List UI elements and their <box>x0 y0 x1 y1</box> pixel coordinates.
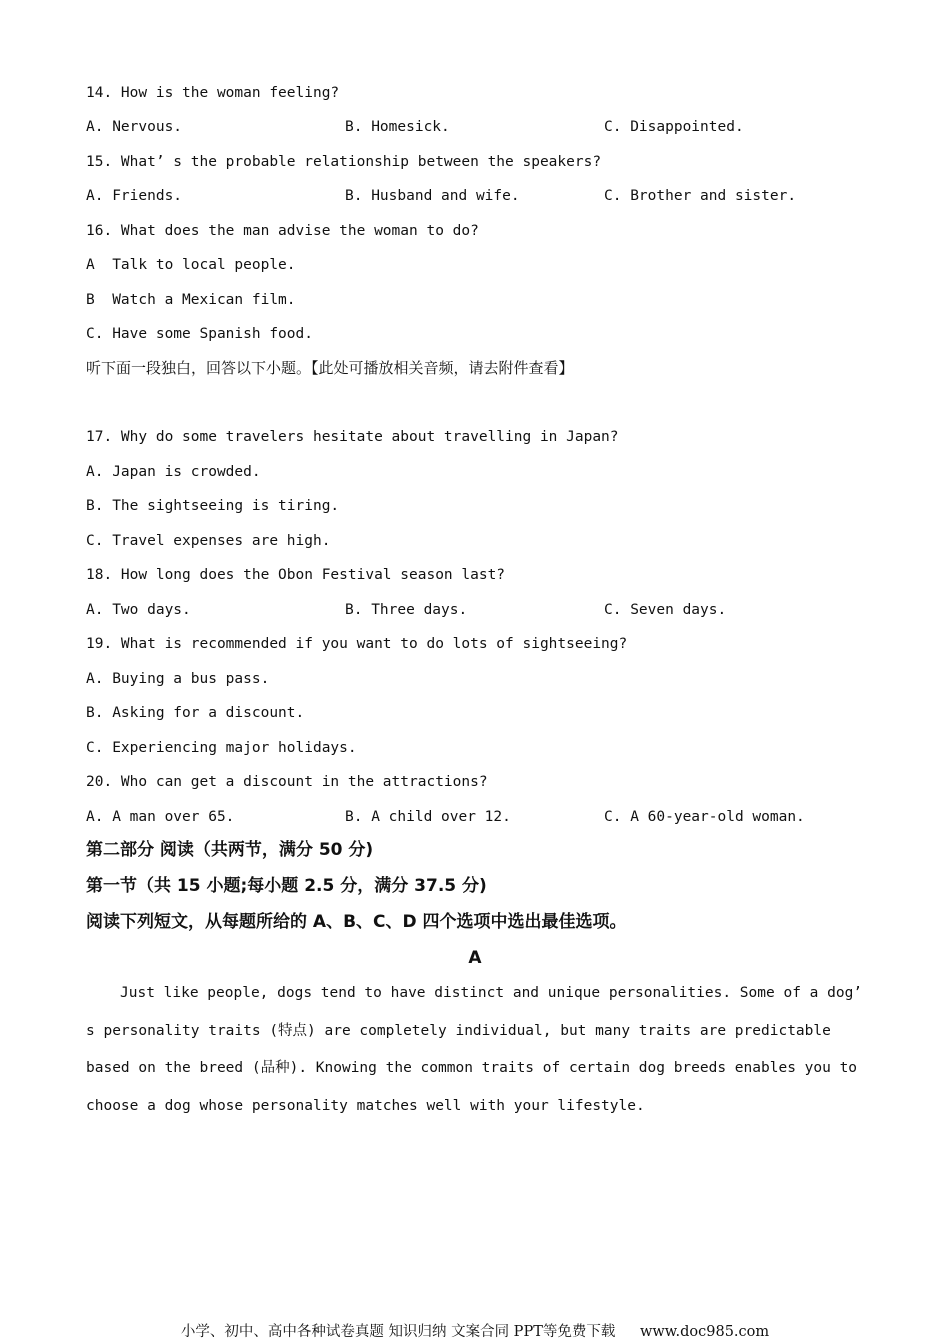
question-17-option-a: A. Japan is crowded. <box>86 464 261 480</box>
question-20-option-a: A. A man over 65. <box>86 809 235 825</box>
question-19-option-c: C. Experiencing major holidays. <box>86 740 357 756</box>
question-17-option-c: C. Travel expenses are high. <box>86 533 331 549</box>
question-20-option-c: C. A 60-year-old woman. <box>604 809 805 825</box>
footer-text: 小学、初中、高中各种试卷真题 知识归纳 文案合同 PPT等免费下载 <box>180 1324 616 1340</box>
question-19-option-a: A. Buying a bus pass. <box>86 671 270 687</box>
question-14-option-c: C. Disappointed. <box>604 119 744 135</box>
question-18-option-c: C. Seven days. <box>604 602 727 618</box>
question-15-option-b: B. Husband and wife. <box>345 188 520 204</box>
question-14-option-b: B. Homesick. <box>345 119 450 135</box>
reading-instruction: 阅读下列短文，从每题所给的 A、B、C、D 四个选项中选出最佳选项。 <box>86 912 627 932</box>
question-15-option-a: A. Friends. <box>86 188 183 204</box>
question-17-stem: 17. Why do some travelers hesitate about travelling in Japan? <box>86 429 619 445</box>
question-19-option-b: B. Asking for a discount. <box>86 705 305 721</box>
monologue-instruction: 听下面一段独白，回答以下小题。【此处可播放相关音频，请去附件查看】 <box>86 359 574 377</box>
part-title: 第二部分 阅读（共两节，满分 50 分) <box>86 840 374 860</box>
question-16-option-a: A Talk to local people. <box>86 257 296 273</box>
question-18-option-a: A. Two days. <box>86 602 191 618</box>
passage-label: A <box>468 948 482 968</box>
question-15-option-c: C. Brother and sister. <box>604 188 797 204</box>
question-20-stem: 20. Who can get a discount in the attractions? <box>86 774 488 790</box>
question-18-option-b: B. Three days. <box>345 602 468 618</box>
page-footer <box>0 1322 950 1342</box>
question-16-option-b: B Watch a Mexican film. <box>86 292 296 308</box>
question-16-option-c: C. Have some Spanish food. <box>86 326 313 342</box>
question-20-option-b: B. A child over 12. <box>345 809 511 825</box>
question-19-stem: 19. What is recommended if you want to do lots of sightseeing? <box>86 636 628 652</box>
question-14-option-a: A. Nervous. <box>86 119 183 135</box>
question-18-stem: 18. How long does the Obon Festival season last? <box>86 567 506 583</box>
question-14-stem: 14. How is the woman feeling? <box>86 85 340 101</box>
question-17-option-b: B. The sightseeing is tiring. <box>86 498 340 514</box>
question-16-stem: 16. What does the man advise the woman to do? <box>86 223 479 239</box>
subsection-title: 第一节（共 15 小题;每小题 2.5 分，满分 37.5 分) <box>86 876 487 896</box>
question-15-stem: 15. What’ s the probable relationship between the speakers? <box>86 154 602 170</box>
passage-paragraph: Just like people, dogs tend to have distinct and unique personalities. Some of a dog’ s personality traits (特点) are completely individual, but many traits are predictable based on the breed (品种). Knowing the common traits of certain dog breeds enables you to choose a dog whose personality matches well with your lifestyle. <box>86 985 863 1114</box>
footer-url[interactable]: www.doc985.com <box>639 1324 770 1340</box>
